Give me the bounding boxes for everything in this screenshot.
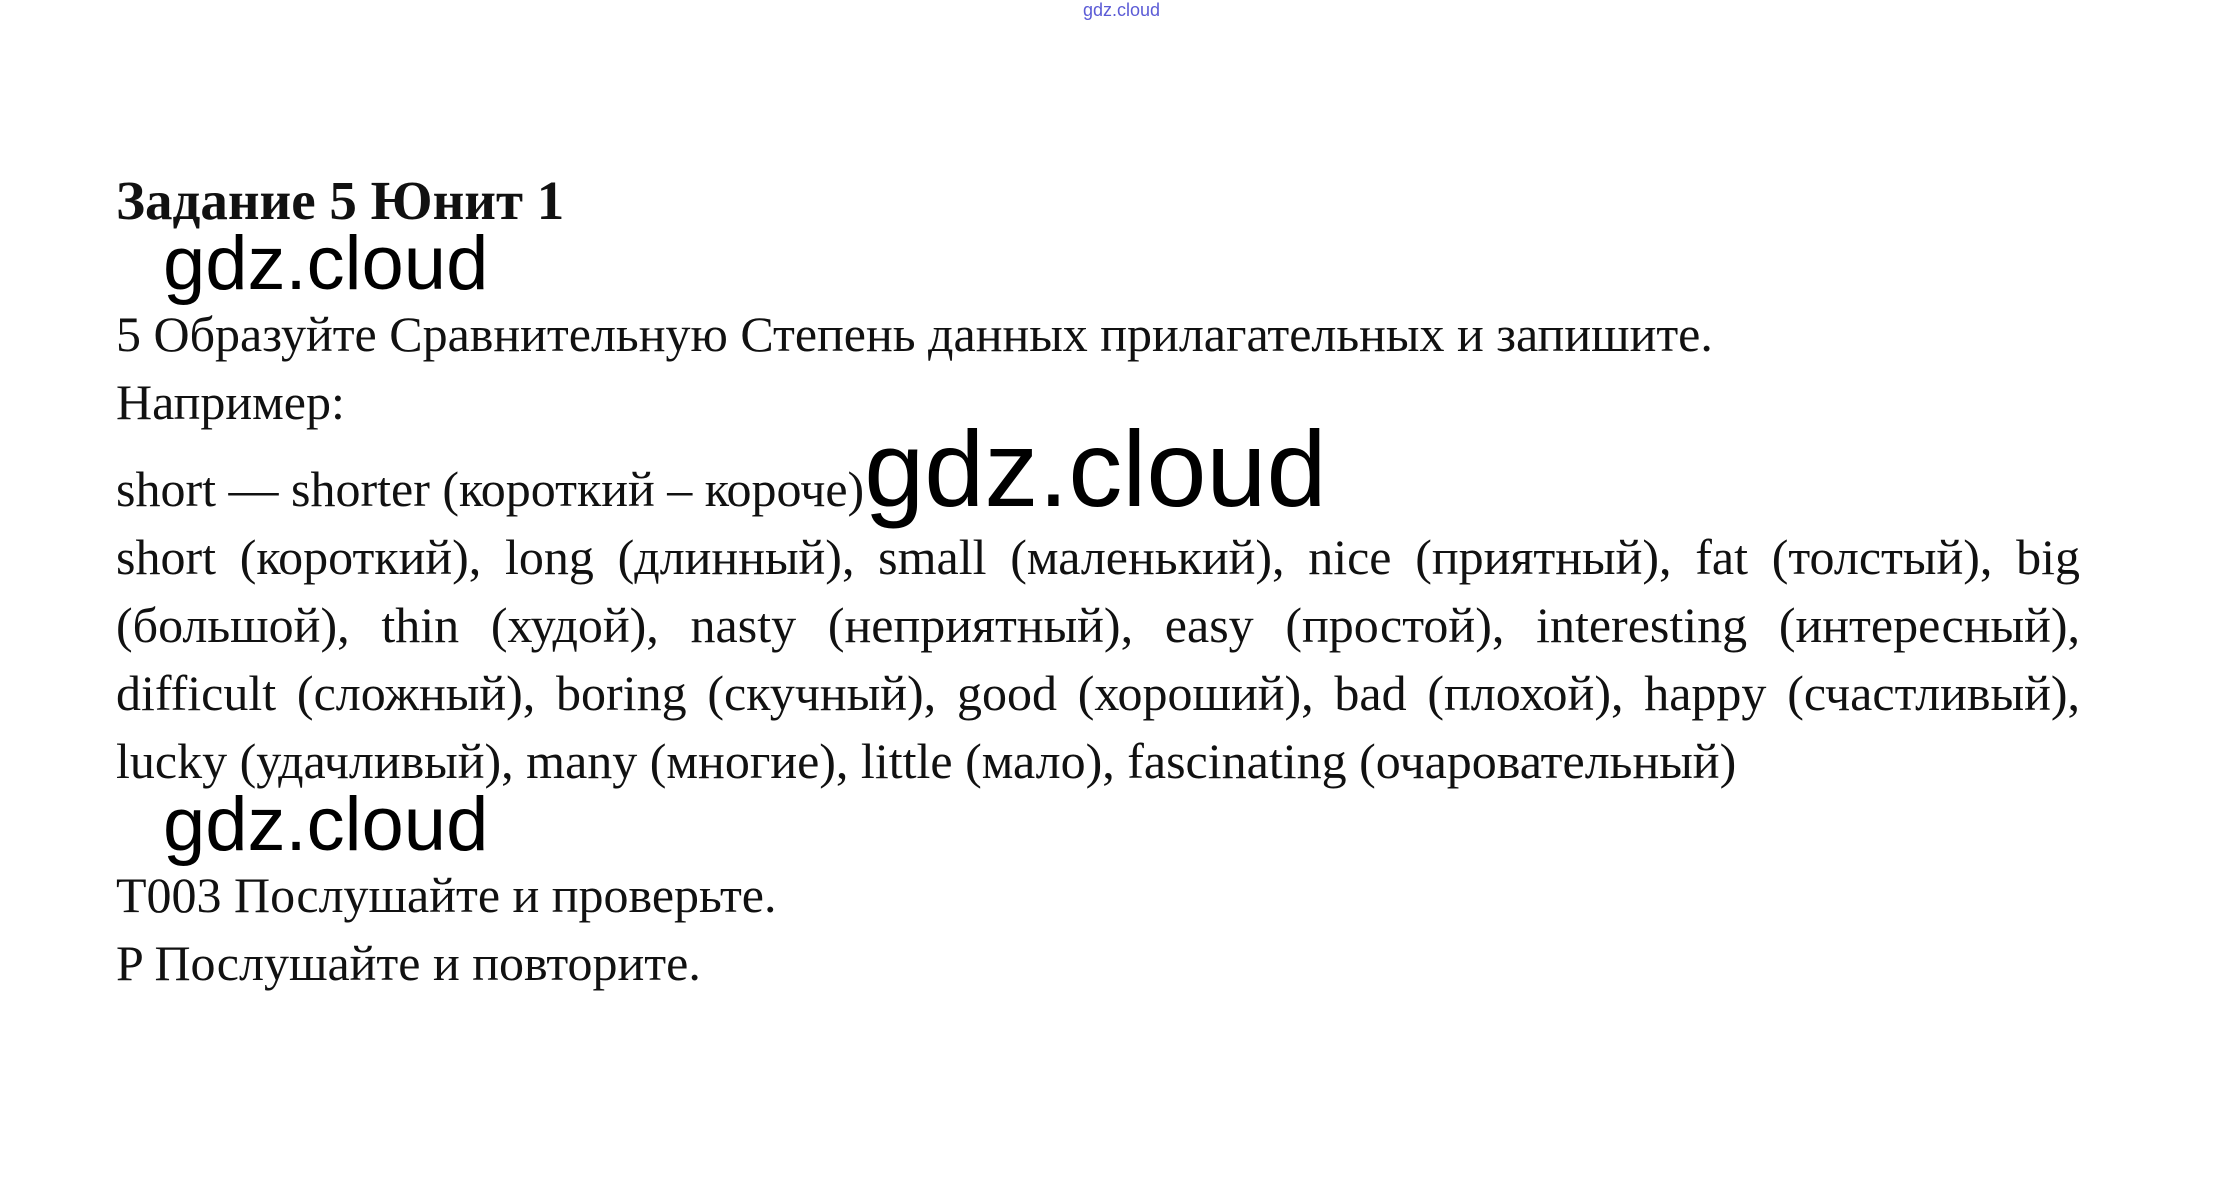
listen-repeat-line: P Послушайте и повторите. bbox=[116, 935, 701, 991]
watermark-large: gdz.cloud bbox=[864, 408, 1327, 529]
watermark-bottom: gdz.cloud bbox=[163, 782, 489, 867]
example-line-row bbox=[116, 408, 2080, 529]
watermark: gdz.cloud bbox=[163, 221, 489, 306]
example-label: Например: bbox=[116, 374, 345, 430]
example-line: short — shorter (короткий – короче) bbox=[116, 461, 865, 517]
site-link[interactable]: gdz.cloud bbox=[1083, 0, 1161, 20]
listen-check-line: T003 Послушайте и проверьте. bbox=[116, 867, 777, 923]
adjective-list: short (короткий), long (длинный), small (маленький), nice (приятный), fat (толстый), big (большой), thin (худой), nasty (неприятный), easy (простой), interesting (интересный), difficult (сложный), boring (скучный), good (хороший), bad (плохой), happy (счастливый), lucky (удачливый), many (многие), little (мало), fascinating (очаровательный) bbox=[116, 529, 2080, 789]
document-page bbox=[116, 168, 2080, 997]
page-title: Задание 5 Юнит 1 bbox=[116, 170, 565, 231]
task-instruction: 5 Образуйте Сравнительную Степень данных прилагательных и запишите. bbox=[116, 306, 1713, 362]
